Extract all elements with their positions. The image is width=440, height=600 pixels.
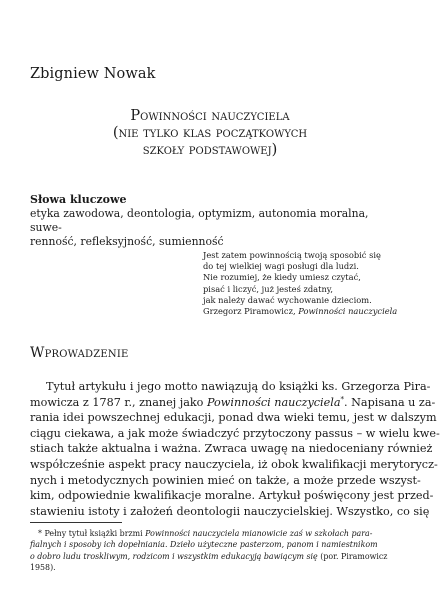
footnote-italic: o dobro ludu troskliwym, rodzicom i wszystkim edukacyją bawiącym się (30, 551, 318, 561)
title-line: szkoły podstawowej) (142, 142, 278, 158)
footnote-marker: * (38, 529, 42, 538)
footnote-divider (30, 522, 122, 523)
footnote-ref[interactable]: * (340, 394, 345, 403)
body-line: kim, odpowiednie kwalifikacje moralne. Artykuł poświęcony jest przed- (30, 489, 434, 503)
motto-epigraph (203, 250, 398, 317)
footnote-line (30, 528, 372, 539)
footnote-line (30, 551, 388, 562)
body-line: współcześnie aspekt pracy nauczyciela, iż obok kwalifikacji merytorycz- (30, 457, 438, 471)
footnote-line: 1958). (30, 563, 56, 573)
motto-source (203, 306, 398, 317)
motto-source-title: Powinności nauczyciela (298, 306, 398, 317)
body-text (30, 379, 440, 519)
footnote-segment: (por. Piramowicz (317, 551, 388, 561)
motto-source-author: Grzegorz Piramowicz, (203, 306, 299, 317)
article-title (60, 108, 360, 159)
motto-line: jak należy dawać wychowanie dzieciom. (203, 294, 372, 305)
keywords-line: renność, refleksyjność, sumienność (30, 235, 224, 248)
title-line: Powinności nauczyciela (130, 108, 290, 124)
keywords-block (30, 193, 380, 249)
body-line (30, 394, 436, 411)
body-line: ciągu ciekawa, a jak może świadczyć przytoczony passus – w wielu kwe- (30, 426, 440, 440)
book-title: Powinności nauczyciela (206, 395, 341, 409)
footnote-segment: Pełny tytuł książki brzmi (41, 529, 146, 538)
body-line: nych i metodycznych powinien mieć on także, a może przede wszyst- (30, 473, 421, 487)
author-name: Zbigniew Nowak (30, 66, 156, 82)
footnote-italic: fialnych i sposoby ich dopełniania. Dzieło użyteczne pasterzom, panom i namiestnikom (30, 540, 378, 550)
motto-line: do tej wielkiej wagi posługi dla ludzi. (203, 261, 359, 272)
footnote (30, 528, 388, 574)
footnote-italic: Powinności nauczyciela mianowicie zaś w szkołach para- (145, 529, 373, 538)
motto-line: pisać i liczyć, już jesteś zdatny, (203, 283, 334, 294)
section-heading: Wprowadzenie (30, 345, 129, 361)
body-line: stiach także aktualna i ważna. Zwraca uwagę na niedoceniany również (30, 442, 433, 456)
title-line: (nie tylko klas początkowych (112, 125, 308, 141)
body-segment: . Napisana u za- (344, 395, 436, 409)
body-line: stawieniu istoty i założeń deontologii nauczycielskiej. Wszystko, co się (30, 504, 430, 518)
footnote-line (30, 539, 378, 550)
keywords-heading: Słowa kluczowe (30, 193, 127, 206)
body-line: Tytuł artykułu i jego motto nawiązują do książki ks. Grzegorza Pira- (46, 380, 431, 393)
motto-line: Nie rozumiej, że kiedy umiesz czytać, (203, 272, 361, 283)
body-segment: mowicza z 1787 r., znanej jako (30, 395, 207, 409)
keywords-line: etyka zawodowa, deontologia, optymizm, autonomia moralna, suwe- (30, 207, 369, 234)
motto-line: Jest zatem powinnością twoją sposobić się (203, 250, 381, 260)
body-line: rania idei powszechnej edukacji, ponad dwa wieki temu, jest w dalszym (30, 411, 437, 425)
